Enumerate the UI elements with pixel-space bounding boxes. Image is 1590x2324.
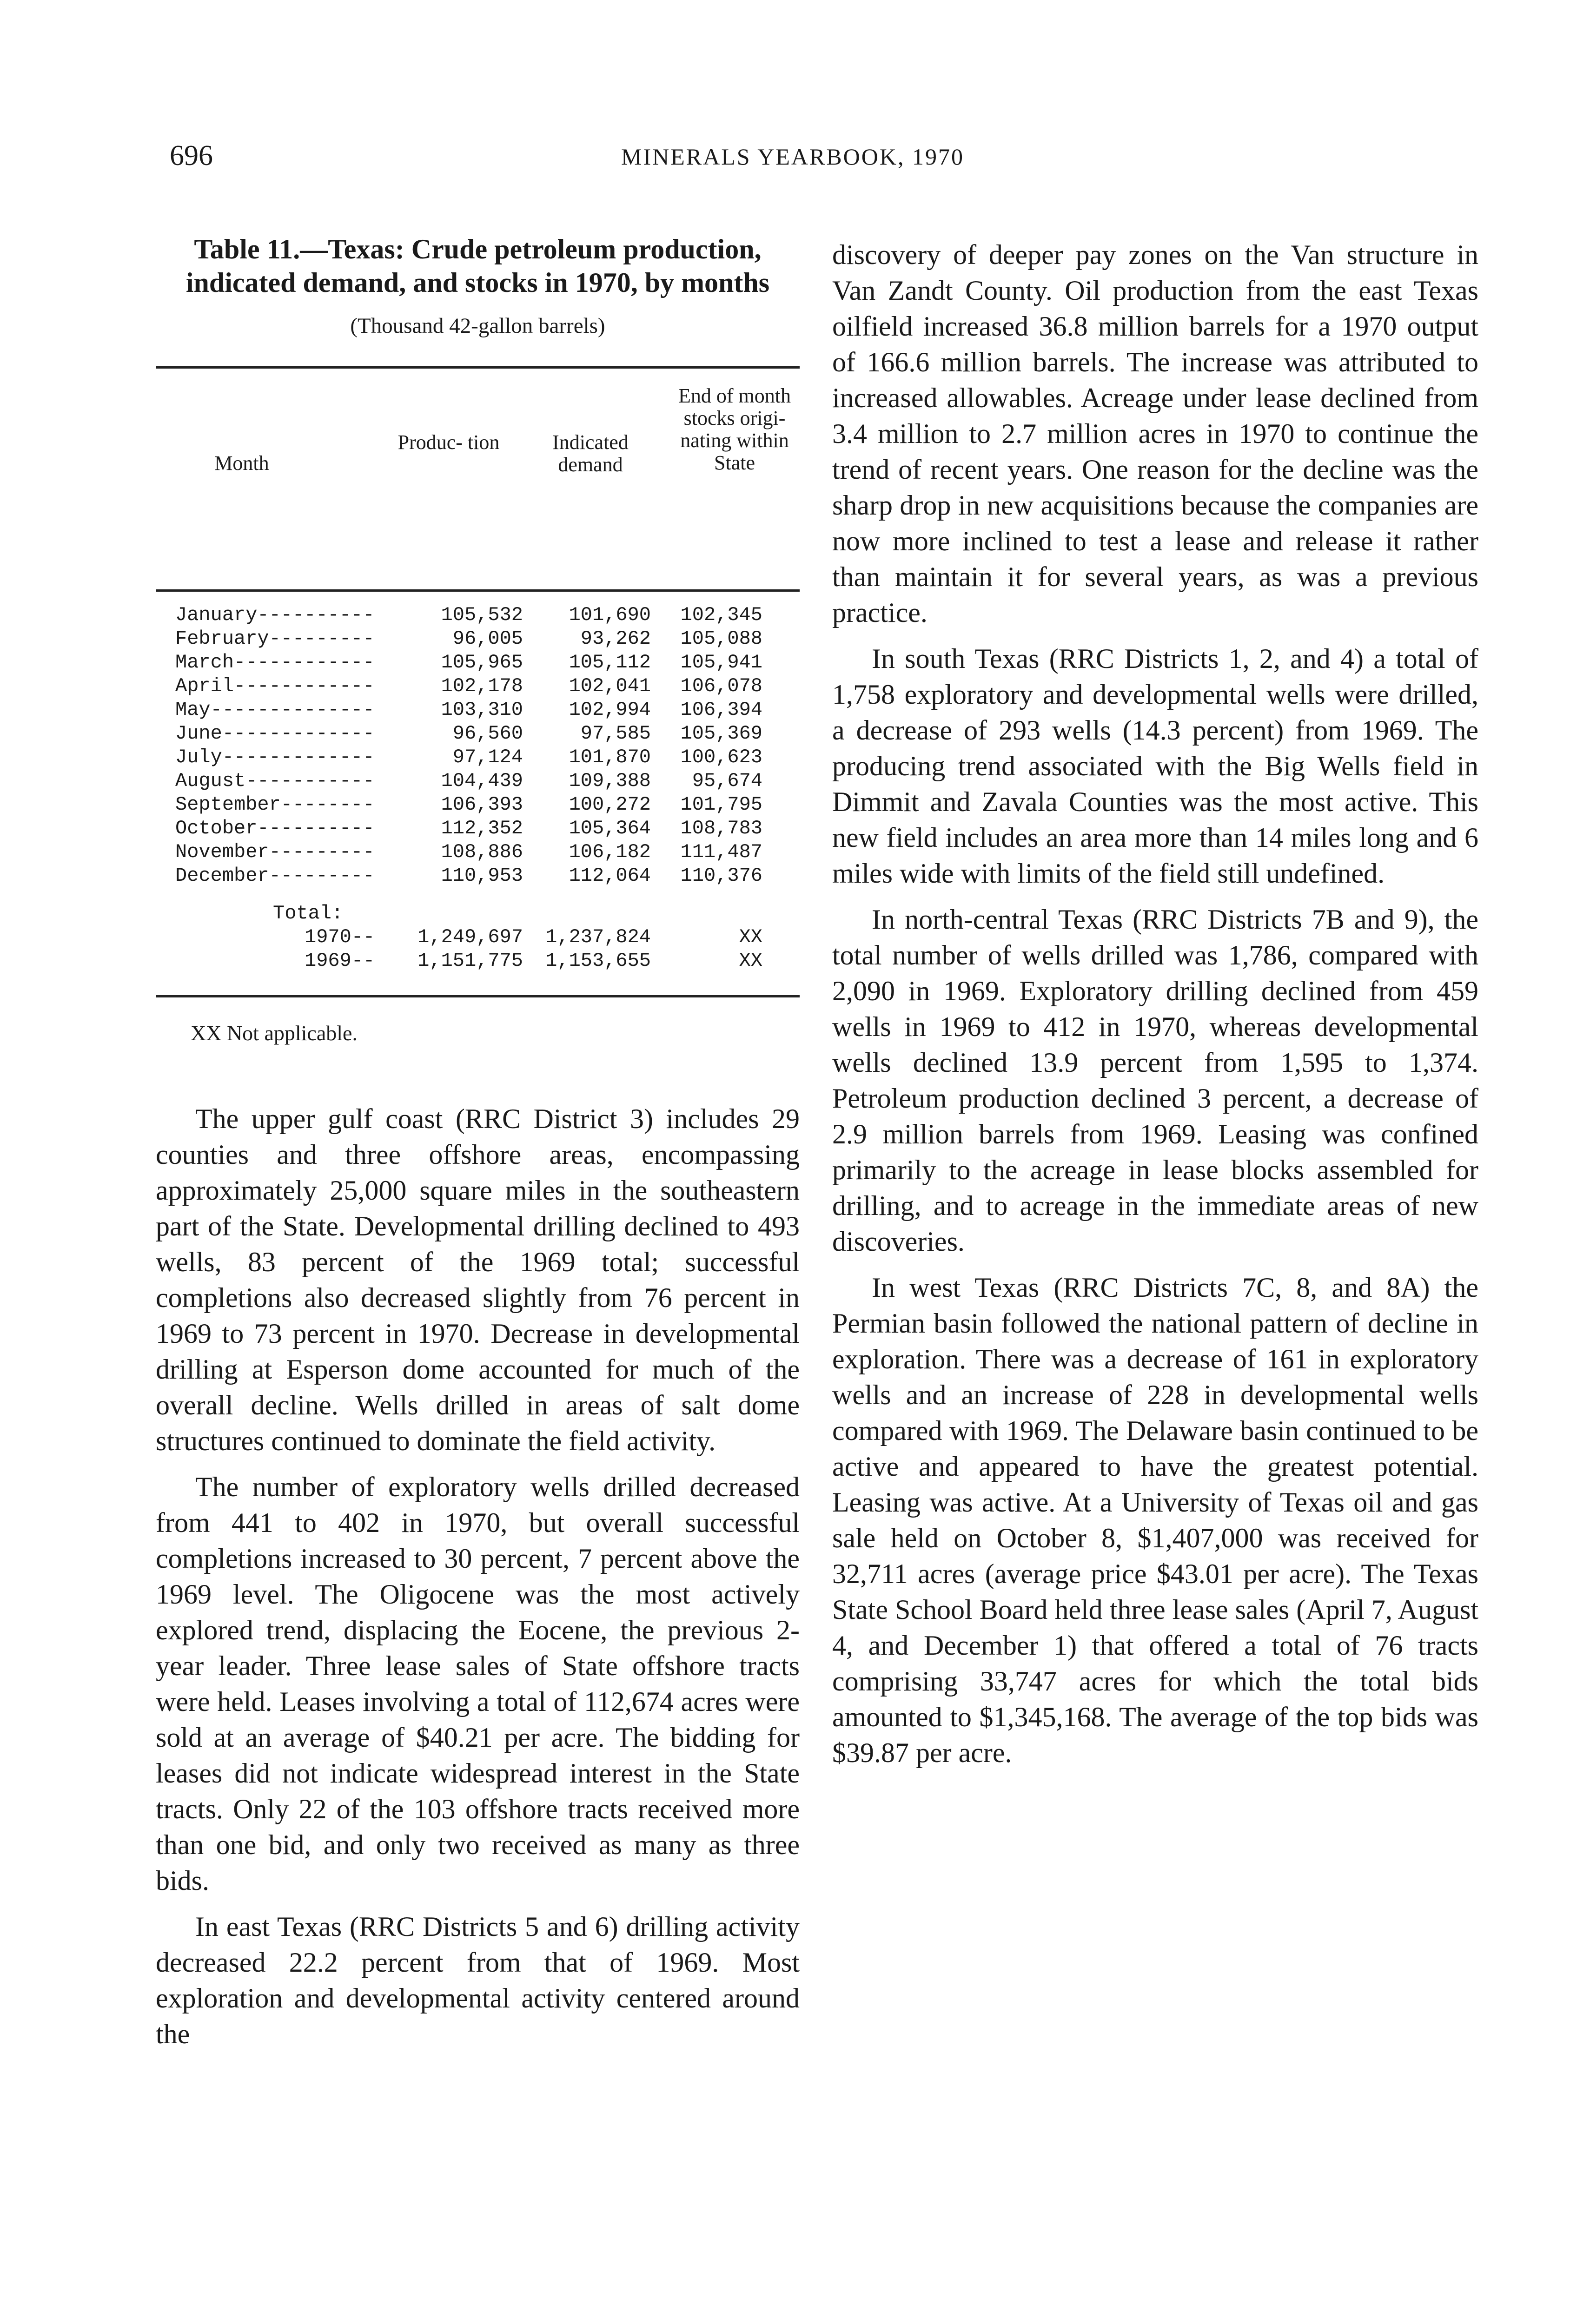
- total-row: 1970-- 1,249,697 1,237,824 XX: [305, 926, 762, 948]
- total-row: 1969-- 1,151,775 1,153,655 XX: [305, 950, 762, 972]
- header-month: Month: [214, 452, 269, 475]
- header-production: Produc- tion: [398, 431, 500, 454]
- page-number: 696: [170, 140, 213, 172]
- table-row: September-------- 106,393 100,272 101,795: [175, 793, 762, 816]
- table-row: August----------- 104,439 109,388 95,674: [175, 770, 762, 792]
- table-row: June------------- 96,560 97,585 105,369: [175, 722, 762, 745]
- table-row: July------------- 97,124 101,870 100,623: [175, 746, 762, 768]
- table-row: February--------- 96,005 93,262 105,088: [175, 627, 762, 650]
- header-demand: Indicated demand: [552, 431, 629, 476]
- table-top-rule: [156, 366, 800, 369]
- total-label-row: [156, 902, 800, 925]
- page-header: [170, 139, 1416, 177]
- paragraph: The upper gulf coast (RRC District 3) includes 29 counties and three offshore areas, encompassing approximately 25,000 square miles in the southeastern part of the State. Developmental drilling declined to 493 wells, 83 percent of the 1969 total; successful completions also decreased slightly from 76 percent in 1969 to 73 percent in 1970. Decrease in developmental drilling at Esperson dome accounted for much of the overall decline. Wells drilled in areas of salt dome structures continued to dominate the field activity.: [156, 1103, 800, 1456]
- table-unit: (Thousand 42-gallon barrels): [350, 314, 605, 338]
- running-title: MINERALS YEARBOOK, 1970: [621, 144, 964, 170]
- table-row: November--------- 108,886 106,182 111,487: [175, 841, 762, 863]
- table-row: January---------- 105,532 101,690 102,345: [175, 604, 762, 626]
- table-body: [156, 603, 800, 973]
- paragraph: discovery of deeper pay zones on the Van structure in Van Zandt County. Oil production from the east Texas oilfield increased 36.8 million barrels for a 1970 output of 166.6 million barrels. The increase was attributed to increased allowables. Acreage under lease declined from 3.4 million to 2.7 million acres in 1970 to continue the trend of recent years. One reason for the decline was the sharp drop in new acquisitions because the companies are now more inclined to test a lease and release it rather than maintain it for several years, as was a previous practice.: [832, 239, 1478, 628]
- table-title: Table 11.—Texas: Crude petroleum production, indicated demand, and stocks in 1970, by months: [186, 234, 770, 298]
- paragraph: In west Texas (RRC Districts 7C, 8, and 8A) the Permian basin followed the national pattern of decline in exploration. There was a decrease of 161 in exploratory wells and an increase of 228 in developmental wells compared with 1969. The Delaware basin continued to be active and appeared to have the greatest potential. Leasing was active. At a University of Texas oil and gas sale held on October 8, $1,407,000 was received for 32,711 acres (average price $43.01 per acre). The Texas State School Board held three lease sales (April 7, August 4, and December 1) that offered a total of 76 tracts comprising 33,747 acres for which the total bids amounted to $1,345,168. The average of the top bids was $39.87 per acre.: [832, 1272, 1478, 1768]
- paragraph: In east Texas (RRC Districts 5 and 6) drilling activity decreased 22.2 percent from that of 1969. Most exploration and developmental activity centered around the: [156, 1911, 800, 2049]
- paragraph: In south Texas (RRC Districts 1, 2, and 4) a total of 1,758 exploratory and developmental wells were drilled, a decrease of 293 wells (14.3 percent) from 1969. The producing trend associated with the Big Wells field in Dimmit and Zavala Counties was the most active. This new field includes an area more than 14 miles long and 6 miles wide with limits of the field still undefined.: [832, 643, 1478, 889]
- left-text: [156, 1101, 800, 2052]
- header-stocks: End of month stocks origi- nating within State: [678, 384, 791, 474]
- table-row: March------------ 105,965 105,112 105,941: [175, 651, 762, 673]
- table-bottom-rule: [156, 995, 800, 997]
- table-row: December--------- 110,953 112,064 110,376: [175, 865, 762, 887]
- left-column: [156, 232, 800, 2062]
- paragraph: In north-central Texas (RRC Districts 7B and 9), the total number of wells drilled was 1,786, compared with 2,090 in 1969. Exploratory drilling declined from 459 wells in 1969 to 412 in 1970, whereas developmental wells declined 13.9 percent from 1,595 to 1,374. Petroleum production declined 3 percent, a decrease of 2.9 million barrels from 1969. Leasing was confined primarily to the acreage in lease blocks assembled for drilling, and to acreage in the immediate areas of new discoveries.: [832, 904, 1478, 1257]
- table-totals: [156, 902, 800, 973]
- table-row: April------------ 102,178 102,041 106,078: [175, 675, 762, 697]
- table-row: October---------- 112,352 105,364 108,783: [175, 817, 762, 839]
- total-label: Total:: [273, 902, 344, 924]
- table-row: May-------------- 103,310 102,994 106,394: [175, 699, 762, 721]
- paragraph: The number of exploratory wells drilled decreased from 441 to 402 in 1970, but overall successful completions increased to 30 percent, 7 percent above the 1969 level. The Oligocene was the most actively explored trend, displacing the Eocene, the previous 2-year leader. Three lease sales of State offshore tracts were held. Leases involving a total of 112,674 acres were sold at an average of $40.21 per acre. The bidding for leases did not indicate widespread interest in the State tracts. Only 22 of the 103 offshore tracts received more than one bid, and only two received as many as three bids.: [156, 1472, 800, 1896]
- table-header: [156, 380, 800, 585]
- table-footnote: XX Not applicable.: [191, 1021, 358, 1045]
- right-column: [832, 237, 1478, 1781]
- table-header-rule: [156, 589, 800, 592]
